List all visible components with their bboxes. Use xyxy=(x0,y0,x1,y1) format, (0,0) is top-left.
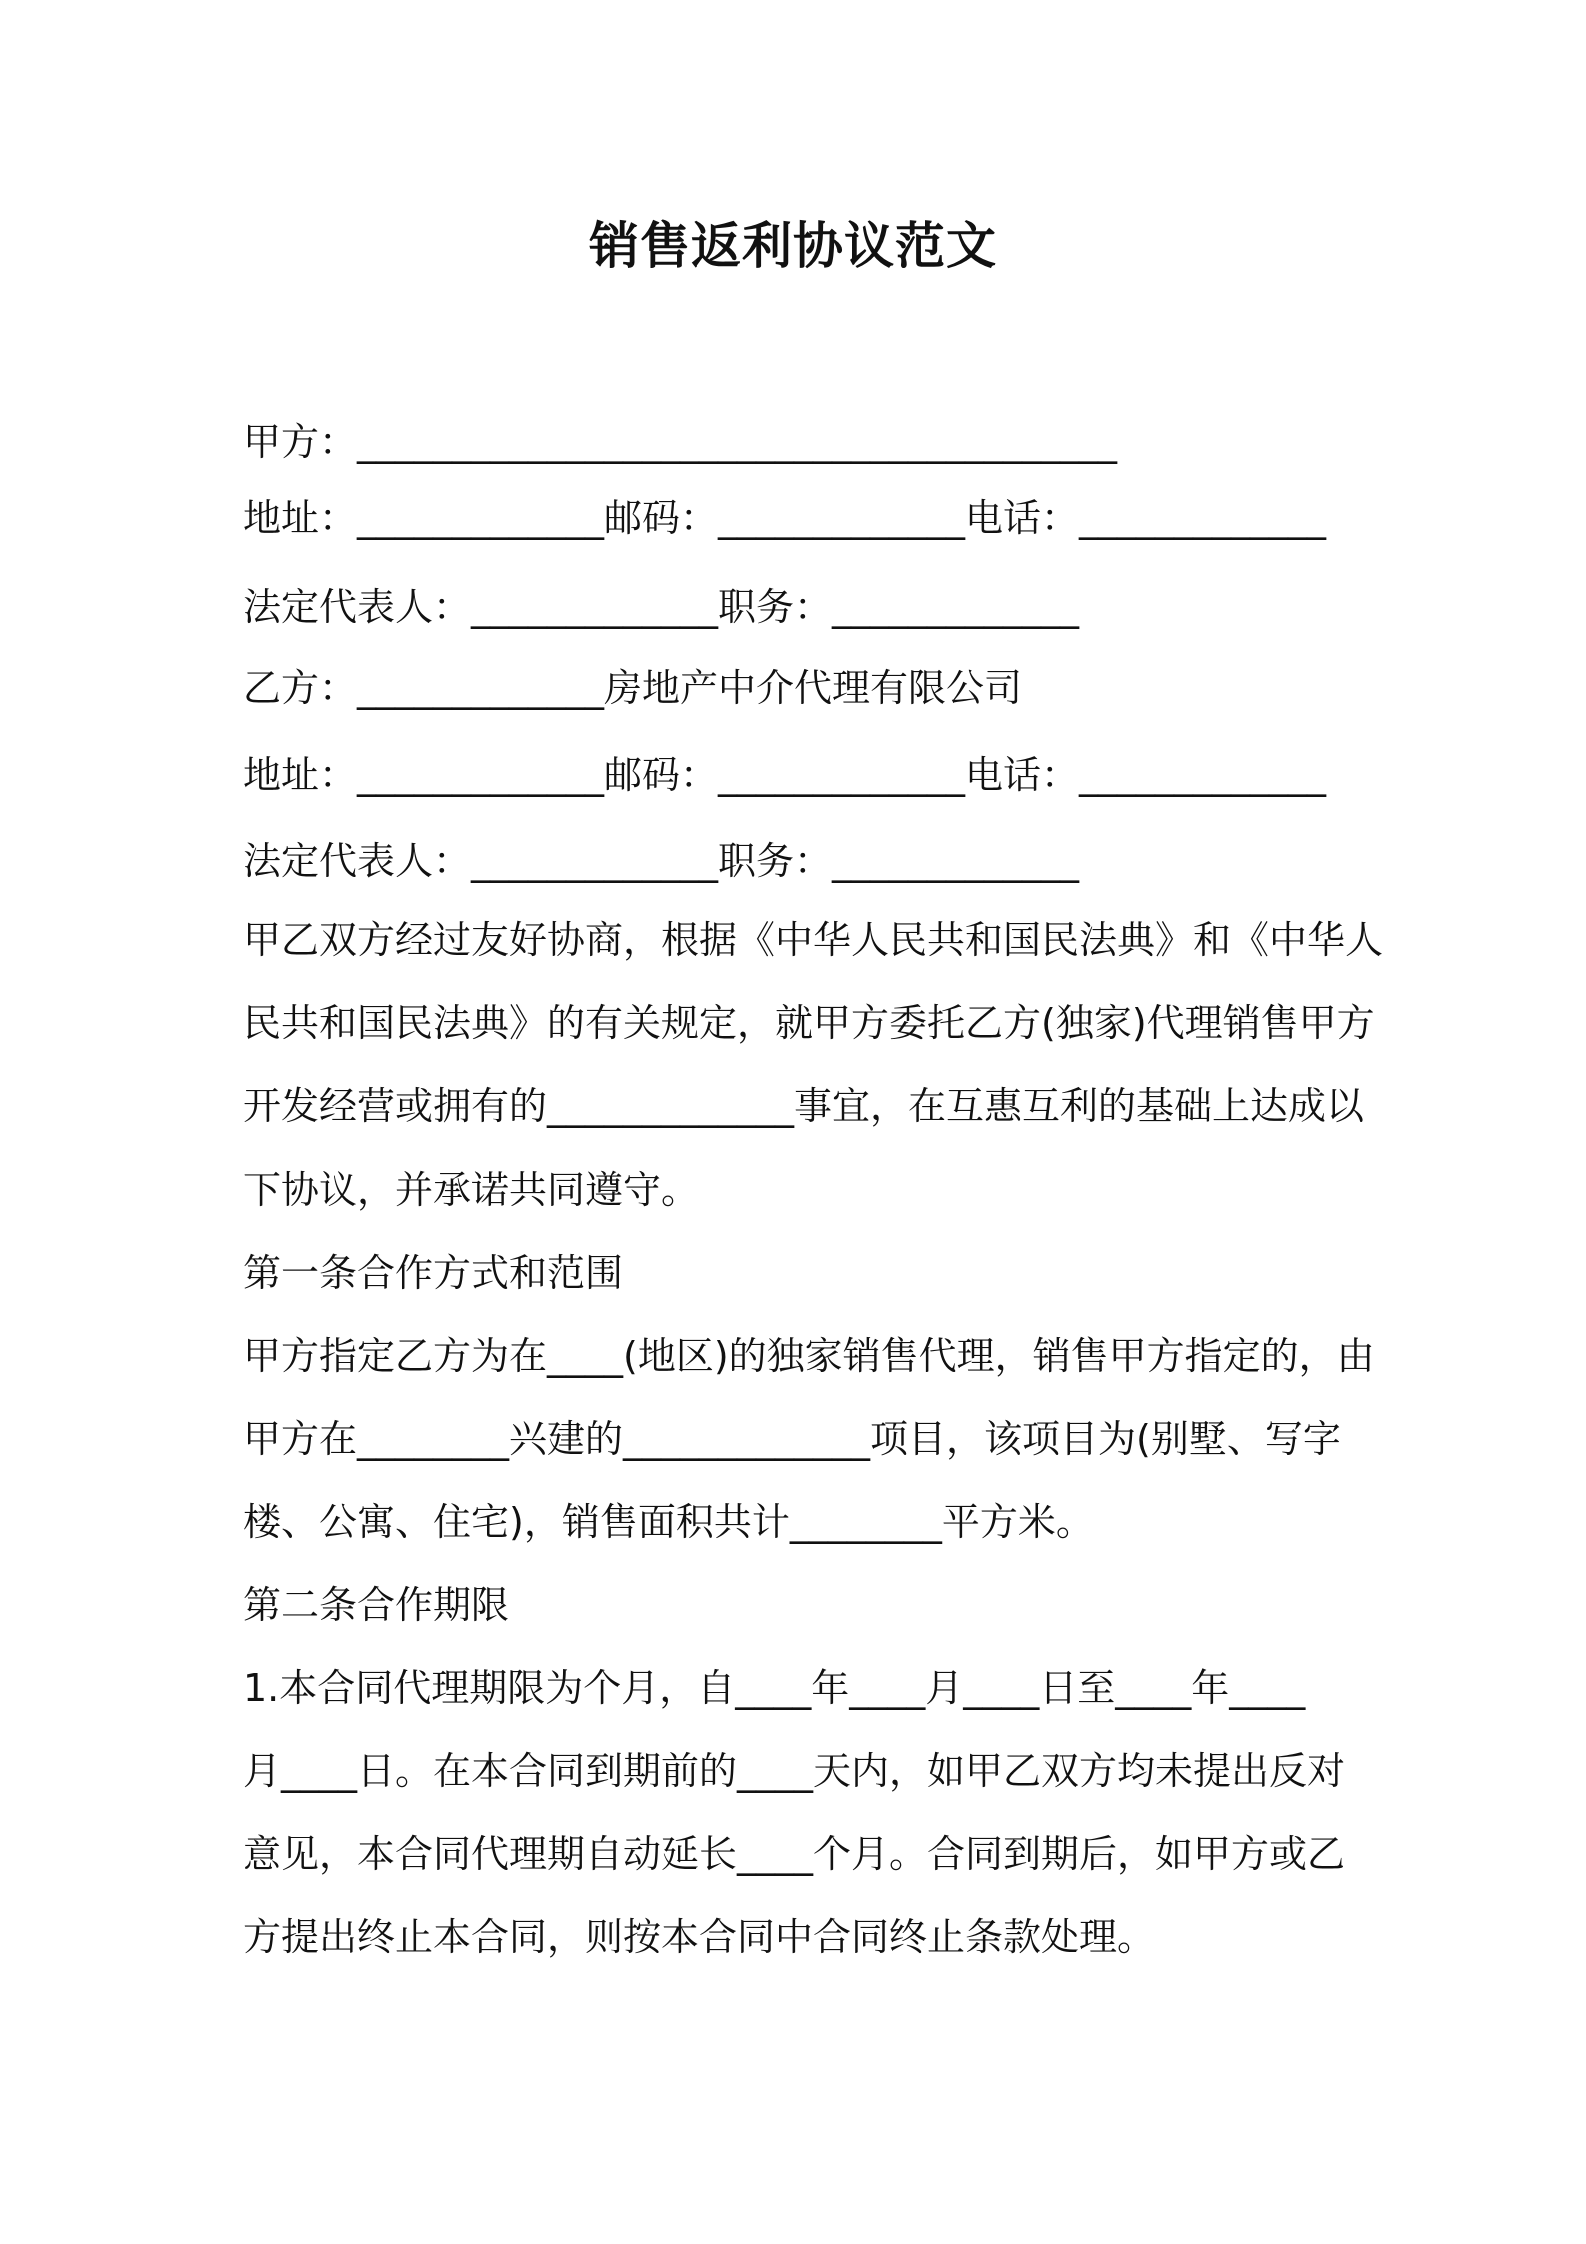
party-b-contact-line: 地址：_____________邮码：_____________电话：_____________ xyxy=(243,753,1327,797)
preamble-line-3: 开发经营或拥有的_____________事宜，在互惠互利的基础上达成以 xyxy=(243,1084,1365,1128)
article-1-line-2: 甲方在________兴建的_____________项目，该项目为(别墅、写字 xyxy=(243,1417,1341,1461)
party-a-representative-line: 法定代表人：_____________职务：_____________ xyxy=(243,585,1080,629)
article-1-line-1: 甲方指定乙方为在____(地区)的独家销售代理，销售甲方指定的，由 xyxy=(243,1334,1375,1378)
document-title: 销售返利协议范文 xyxy=(589,217,997,275)
article-2-heading: 第二条合作期限 xyxy=(243,1583,510,1627)
article-1-heading: 第一条合作方式和范围 xyxy=(243,1251,624,1295)
article-1-line-3: 楼、公寓、住宅)，销售面积共计________平方米。 xyxy=(243,1500,1094,1544)
party-a-contact-line: 地址：_____________邮码：_____________电话：_____________ xyxy=(243,496,1327,540)
article-2-line-2: 月____日。在本合同到期前的____天内，如甲乙双方均未提出反对 xyxy=(243,1749,1346,1793)
preamble-line-4: 下协议，并承诺共同遵守。 xyxy=(243,1168,700,1212)
preamble-line-2: 民共和国民法典》的有关规定，就甲方委托乙方(独家)代理销售甲方 xyxy=(243,1001,1375,1045)
article-2-line-1: 1.本合同代理期限为个月，自____年____月____日至____年____ xyxy=(243,1666,1306,1710)
article-2-line-3: 意见，本合同代理期自动延长____个月。合同到期后，如甲方或乙 xyxy=(243,1832,1346,1876)
party-b-name-line: 乙方：_____________房地产中介代理有限公司 xyxy=(243,666,1023,710)
article-2-line-4: 方提出终止本合同，则按本合同中合同终止条款处理。 xyxy=(243,1915,1156,1959)
party-a-name-line: 甲方：________________________________________ xyxy=(243,420,1118,464)
preamble-line-1: 甲乙双方经过友好协商，根据《中华人民共和国民法典》和《中华人 xyxy=(243,918,1384,962)
party-b-representative-line: 法定代表人：_____________职务：_____________ xyxy=(243,839,1080,883)
